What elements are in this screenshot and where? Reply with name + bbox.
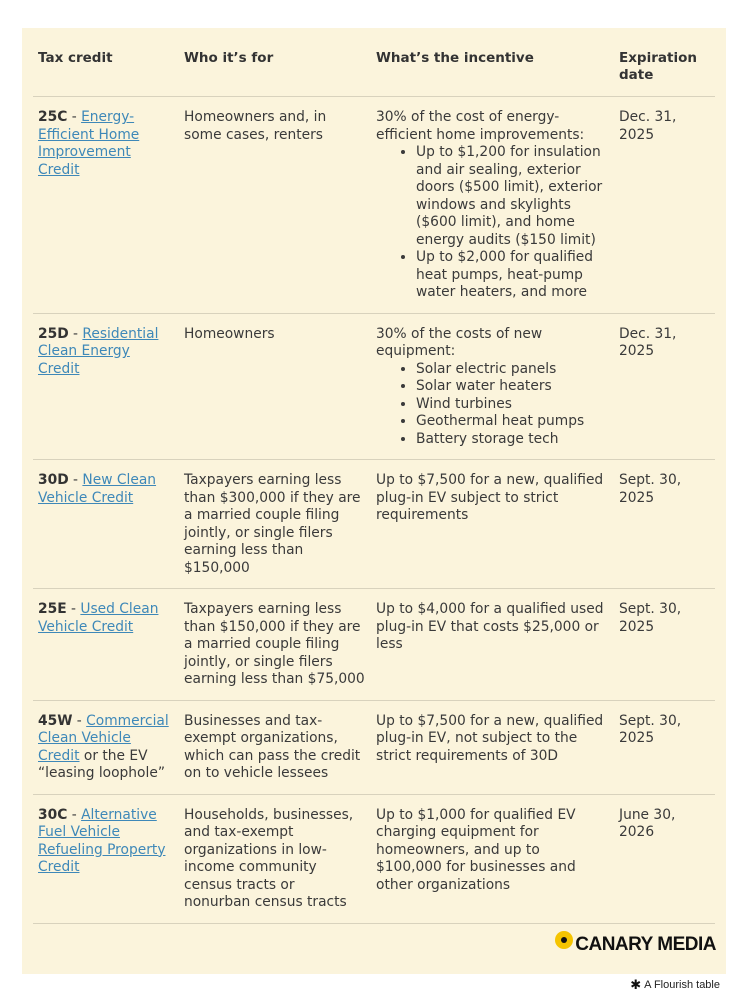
list-item: • Wind turbines [416,396,608,414]
cell-who: Homeowners [179,313,371,460]
cell-tax-credit [33,97,179,314]
incentive-text: 30% of the cost of energy-efficient home improvements: [376,109,585,143]
canary-logo-icon [555,931,573,949]
header-expiration: Expiration date [614,46,715,97]
incentive-text: Up to $7,500 for a new, qualified plug-in EV, not subject to the strict requirements of 30D [376,712,604,764]
list-item: • Solar electric panels [416,361,608,379]
cell-expiration: Dec. 31, 2025 [614,97,715,314]
cell-who: Households, businesses, and tax-exempt organizations in low-income community census tracts or nonurban census tracts [179,794,371,923]
credit-link[interactable]: Residential Clean Energy Credit [38,325,159,377]
canary-media-logo[interactable] [555,934,716,956]
incentive-text: 30% of the costs of new equipment: [376,325,543,359]
list-item: • Geothermal heat pumps [416,413,608,431]
credit-code: 45W [38,712,73,729]
credit-separator: - [66,601,81,617]
credit-link[interactable]: Commercial Clean Vehicle Credit [38,712,169,764]
cell-incentive [371,794,614,923]
cell-tax-credit [33,700,179,794]
credit-link[interactable]: Alternative Fuel Vehicle Refueling Property Credit [38,806,166,875]
table-card [22,28,726,974]
cell-who: Taxpayers earning less than $150,000 if they are a married couple filing jointly, or single filers earning less than $75,000 [179,589,371,701]
list-item: • Battery storage tech [416,431,608,449]
cell-tax-credit [33,460,179,589]
cell-incentive [371,700,614,794]
credit-code: 30D [38,472,69,488]
credit-separator: - [68,472,83,488]
cell-incentive [371,313,614,460]
incentive-text: Up to $4,000 for a qualified used plug-in EV that costs $25,000 or less [376,601,604,652]
credit-separator: - [67,806,82,823]
tax-credit-table [33,46,715,924]
cell-expiration: June 30, 2026 [614,794,715,923]
list-item: • Up to $1,200 for insulation and air sealing, exterior doors ($500 limit), exterior windows and skylights ($600 limit), and home energy audits ($150 limit) [416,144,608,249]
cell-incentive [371,460,614,589]
credit-code: 25D [38,325,69,342]
cell-tax-credit [33,313,179,460]
table-row [33,589,715,701]
table-row [33,313,715,460]
list-item: • Up to $2,000 for qualified heat pumps, heat-pump water heaters, and more [416,249,608,302]
credit-link[interactable]: New Clean Vehicle Credit [38,472,157,506]
table-row [33,700,715,794]
header-tax-credit: Tax credit [33,46,179,97]
cell-incentive [371,589,614,701]
credit-link[interactable]: Used Clean Vehicle Credit [38,601,159,635]
cell-tax-credit [33,589,179,701]
table-row [33,460,715,589]
table-row [33,97,715,314]
flourish-credit-text: A Flourish table [644,979,720,991]
flourish-credit[interactable] [630,977,720,993]
credit-link[interactable]: Energy-Efficient Home Improvement Credit [38,109,140,178]
cell-expiration: Sept. 30, 2025 [614,460,715,589]
credit-code: 25E [38,601,67,617]
incentive-list [376,144,608,302]
credit-separator: - [67,109,82,125]
incentive-text: Up to $7,500 for a new, qualified plug-in EV subject to strict requirements [376,472,604,523]
cell-tax-credit [33,794,179,923]
credit-suffix: or the EV “leasing loophole” [38,747,165,781]
list-item: • Solar water heaters [416,378,608,396]
incentive-text: Up to $1,000 for qualified EV charging equipment for homeowners, and up to $100,000 for businesses and other organizations [376,806,576,893]
cell-incentive [371,97,614,314]
header-incentive: What’s the incentive [371,46,614,97]
cell-expiration: Sept. 30, 2025 [614,589,715,701]
credit-separator: - [68,325,83,342]
cell-expiration: Dec. 31, 2025 [614,313,715,460]
flourish-icon: ✱ [630,977,642,992]
cell-who: Taxpayers earning less than $300,000 if they are a married couple filing jointly, or single filers earning less than $150,000 [179,460,371,589]
credit-code: 30C [38,806,68,823]
credit-separator: - [72,712,87,729]
credit-code: 25C [38,109,68,125]
cell-who: Homeowners and, in some cases, renters [179,97,371,314]
incentive-list [376,361,608,449]
table-row [33,794,715,923]
header-who: Who it’s for [179,46,371,97]
cell-who: Businesses and tax-exempt organizations, which can pass the credit on to vehicle lessees [179,700,371,794]
logo-text: CANARY MEDIA [575,934,716,955]
table-header-row [33,46,715,97]
cell-expiration: Sept. 30, 2025 [614,700,715,794]
